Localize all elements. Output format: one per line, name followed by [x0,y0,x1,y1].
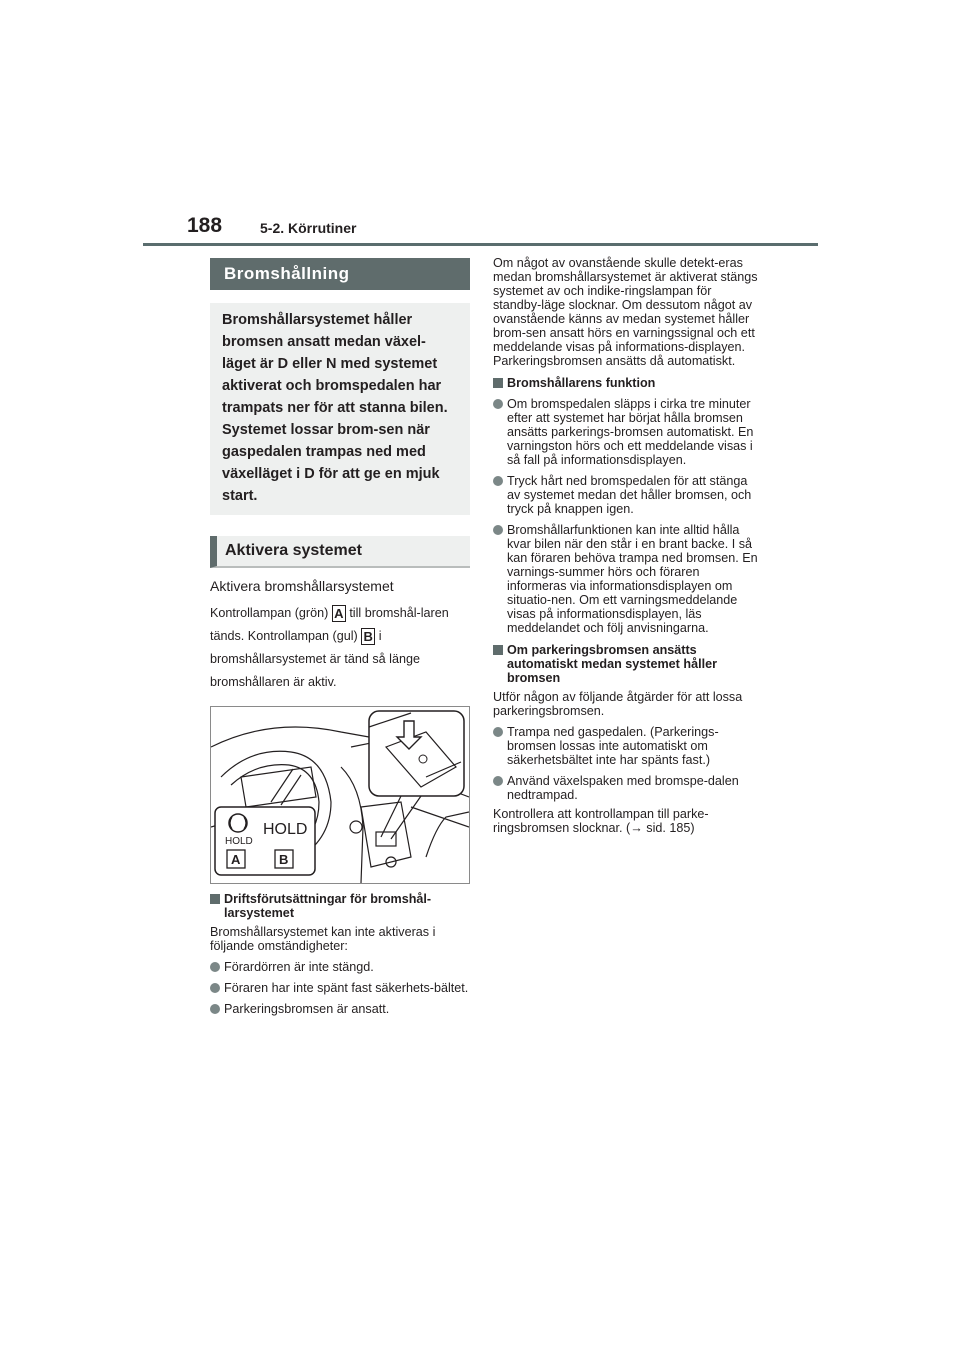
list-item [493,774,761,802]
function-heading-text: Bromshållarens funktion [507,376,656,390]
round-bullet-icon [493,727,503,737]
conditions-heading [210,892,470,920]
dashboard-illustration [210,706,470,884]
square-bullet-icon [493,378,503,388]
round-bullet-icon [210,962,220,972]
label-a-box: A [332,605,346,622]
subsection-heading: Aktivera systemet [210,536,470,568]
round-bullet-icon [493,525,503,535]
page-reference-arrow-icon: → [630,821,643,835]
intro-summary: Bromshållarsystemet håller bromsen ansatt medan växel-läget är D eller N med systemet aktiverat och bromspedalen har trampats ner för att stanna bilen. Systemet lossar brom-sen när gaspedalen trampas ned med växelläget i D för att ge en mjuk start. [210,303,470,515]
body-text-part: Kontrollampan (grön) [210,606,329,620]
hold-indicator-label: HOLD [263,821,308,838]
body-text-part: till bromshål-laren tänds. Kontrollampan (gul) [210,606,449,643]
closing-text: Kontrollera att kontrollampan till parke-ringsbromsen slocknar. ( [493,807,709,835]
conditions-text: Bromshållarsystemet kan inte aktiveras i följande omständigheter: [210,925,436,953]
indicator-description [210,602,470,694]
round-bullet-icon [493,776,503,786]
list-item-text: Använd växelspaken med bromspe-dalen nedtrampad. [507,774,739,802]
detection-paragraph: Om något av ovanstående skulle detekt-eras medan bromshållarsystemet är aktiverat stängs systemet av och indike-ringslampan för standby-läge slocknar. Om dessutom något av ovanstående känns av medan systemet håller brom-sen ansatt hörs en varningssignal och ett meddelande visas på informations-displayen. Parkeringsbromsen ansätts då automatiskt. [493,256,758,368]
body-text-part: i bromshållarsystemet är tänd så länge bromshållaren är aktiv. [210,629,420,689]
figure-label-b: B [279,852,289,867]
parking-brake-heading [493,643,761,685]
left-column [210,258,470,1016]
lead-text: Aktivera bromshållarsystemet [210,578,394,594]
round-bullet-icon [493,399,503,409]
header-divider [143,243,818,246]
figure-label-a: A [231,852,241,867]
closing-paragraph [493,807,761,835]
release-instructions: Utför någon av följande åtgärder för att lossa parkeringsbromsen. [493,690,743,718]
page-number: 188 [187,214,223,237]
parking-brake-heading-text: Om parkeringsbromsen ansätts automatiskt medan systemet håller bromsen [507,643,717,685]
dashboard-drawing [211,707,469,883]
list-item [493,523,761,635]
list-item [210,981,470,995]
list-item [210,1002,470,1016]
page-reference-text: sid. 185) [642,821,695,835]
hold-small-label: HOLD [225,836,253,847]
square-bullet-icon [493,645,503,655]
round-bullet-icon [493,476,503,486]
conditions-heading-text: Driftsförutsättningar för bromshål-larsystemet [224,892,432,920]
right-column [493,256,761,835]
list-item-text: Föraren har inte spänt fast säkerhets-bältet. [224,981,469,995]
section-heading: Bromshållning [210,258,470,290]
list-item-text: Förardörren är inte stängd. [224,960,374,974]
list-item-text: Bromshållarfunktionen kan inte alltid hålla kvar bilen när den står i en brant backe. I så kan föraren behöva trampa ned bromsen. En varnings-summer hörs och föraren informeras via informationsdisplayen om situatio-nen. Om ett varningsmeddelande visas på informationsdisplayen, läs meddelandet och följ anvisningarna. [507,523,758,635]
list-item [493,397,761,467]
round-bullet-icon [210,983,220,993]
square-bullet-icon [210,894,220,904]
round-bullet-icon [210,1004,220,1014]
list-item-text: Parkeringsbromsen är ansatt. [224,1002,390,1016]
label-b-box: B [361,628,375,645]
list-item-text: Trampa ned gaspedalen. (Parkerings-bromsen lossas inte automatiskt om säkerhetsbältet inte har spänts fast.) [507,725,719,767]
list-item [493,474,761,516]
list-item [493,725,761,767]
section-title: 5-2. Körrutiner [260,220,357,236]
function-heading [493,376,761,390]
list-item-text: Tryck hårt ned bromspedalen för att stänga av systemet medan det håller bromsen, och tryck på knappen igen. [507,474,752,516]
list-item [210,960,470,974]
list-item-text: Om bromspedalen släpps i cirka tre minuter efter att systemet har börjat hålla bromsen ansätts parkerings-bromsen automatiskt. En varningston hörs och ett meddelande visas i så fall på informationsdisplayen. [507,397,754,467]
